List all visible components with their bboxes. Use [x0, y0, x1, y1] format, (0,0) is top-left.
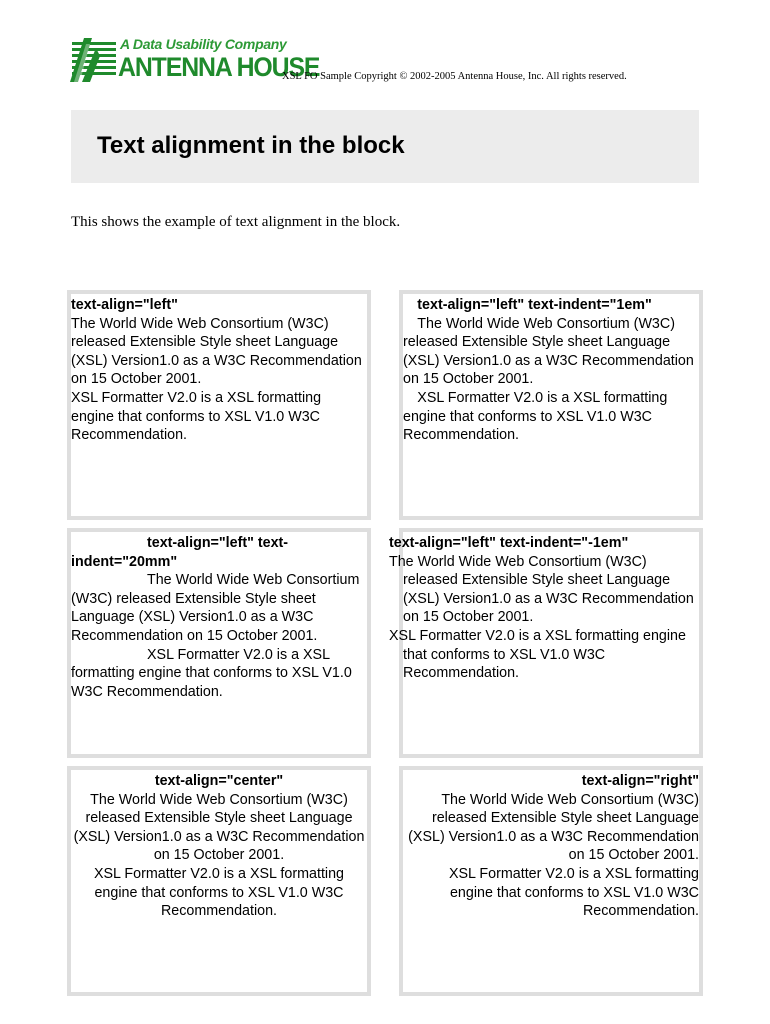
block-paragraph: XSL Formatter V2.0 is a XSL formatting engine that conforms to XSL V1.0 W3C Recommendation.	[448, 865, 699, 920]
block-paragraph: The World Wide Web Consortium (W3C) released Extensible Style sheet Language (XSL) Version1.0 as a W3C Recommendation on 15 October 2001.	[408, 791, 699, 864]
block-paragraph: XSL Formatter V2.0 is a XSL formatting engine that conforms to XSL V1.0 W3C Recommendation.	[389, 627, 686, 682]
block-heading: text-align="right"	[581, 773, 699, 789]
block-paragraph: XSL Formatter V2.0 is a XSL formatting engine that conforms to XSL V1.0 W3C Recommendation.	[93, 865, 345, 920]
block-paragraph: The World Wide Web Consortium (W3C) released Extensible Style sheet Language (XSL) Version1.0 as a W3C Recommendation on 15 October 2001.	[73, 791, 365, 864]
antenna-house-logo	[70, 36, 320, 82]
block-heading: text-align="center"	[154, 773, 284, 789]
block-heading: text-align="left" text-indent="-1em"	[389, 535, 629, 551]
block-align-left-indent-neg-1em	[389, 528, 703, 758]
logo-tagline: A Data Usability Company	[120, 36, 287, 52]
block-paragraph: The World Wide Web Consortium (W3C) released Extensible Style sheet Language (XSL) Version1.0 as a W3C Recommendation on 15 October 2001.	[389, 553, 694, 626]
block-align-center	[67, 766, 371, 996]
title-banner	[71, 110, 699, 183]
block-align-left-indent-1em	[399, 290, 703, 520]
block-paragraph: XSL Formatter V2.0 is a XSL formatting engine that conforms to XSL V1.0 W3C Recommendation.	[71, 646, 352, 700]
logo-name: ANTENNA HOUSE	[118, 52, 320, 82]
page-title: Text alignment in the block	[97, 132, 405, 159]
block-paragraph: The World Wide Web Consortium (W3C) released Extensible Style sheet Language (XSL) Version1.0 as a W3C Recommendation on 15 October 2001.	[403, 315, 694, 388]
block-paragraph: XSL Formatter V2.0 is a XSL formatting engine that conforms to XSL V1.0 W3C Recommendation.	[403, 389, 668, 444]
copyright-notice: XSL FO Sample Copyright © 2002-2005 Antenna House, Inc. All rights reserved.	[282, 71, 627, 82]
block-paragraph: The World Wide Web Consortium (W3C) released Extensible Style sheet Language (XSL) Version1.0 as a W3C Recommendation on 15 October 2001.	[71, 315, 362, 388]
antenna-logo-icon	[70, 38, 116, 82]
block-heading: text-align="left" text-indent="20mm"	[71, 535, 289, 570]
block-heading: text-align="left"	[71, 297, 178, 313]
block-paragraph: The World Wide Web Consortium (W3C) released Extensible Style sheet Language (XSL) Version1.0 as a W3C Recommendation on 15 October 2001.	[71, 572, 360, 644]
block-align-right	[399, 766, 703, 996]
block-heading: text-align="left" text-indent="1em"	[417, 297, 652, 313]
block-align-left-indent-20mm	[67, 528, 371, 758]
block-paragraph: XSL Formatter V2.0 is a XSL formatting engine that conforms to XSL V1.0 W3C Recommendation.	[71, 389, 322, 444]
block-align-left	[67, 290, 371, 520]
intro-text: This shows the example of text alignment in the block.	[71, 214, 401, 230]
